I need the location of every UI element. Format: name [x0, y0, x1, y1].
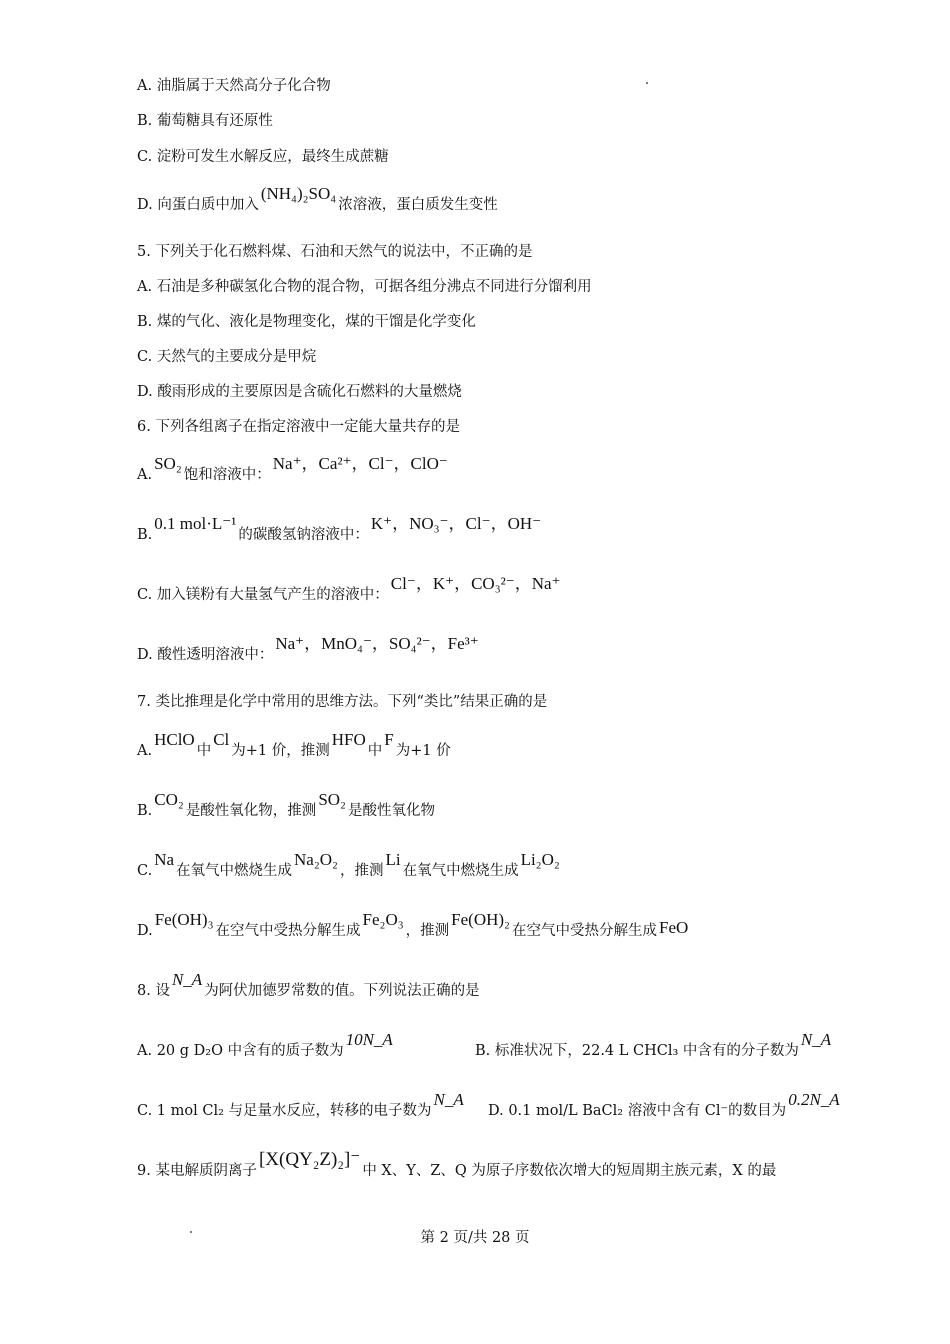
q8-a-text: A. 20 g D₂O 中含有的质子数为 — [137, 1043, 344, 1059]
q7-a-formula-4: F — [384, 730, 394, 749]
q6-stem: 6. 下列各组离子在指定溶液中一定能大量共存的是 — [137, 419, 460, 435]
q7-option-b — [137, 790, 435, 821]
q7-a-text-4: 为+1 价 — [395, 743, 451, 759]
q6-option-c — [137, 574, 563, 605]
q6-d-ions: Na⁺，MnO₄⁻，SO₄²⁻，Fe³⁺ — [275, 634, 479, 653]
q7-a-formula-2: Cl — [213, 730, 230, 749]
q8-stem-formula: N_A — [171, 970, 203, 989]
q8-d-formula: 0.2N_A — [788, 1090, 840, 1109]
q7-d-formula-1: Fe(OH)₃ — [154, 910, 214, 929]
q6-option-d — [137, 634, 481, 665]
q7-option-c — [137, 850, 562, 881]
q5-option-a: A. 石油是多种碳氢化合物的混合物，可据各组分沸点不同进行分馏利用 — [137, 279, 592, 295]
q4-option-b: B. 葡萄糖具有还原性 — [137, 113, 273, 129]
q7-c-label: C. — [137, 863, 153, 879]
q6-c-ions: Cl⁻，K⁺，CO₃²⁻，Na⁺ — [390, 574, 561, 593]
q7-b-formula-1: CO₂ — [154, 790, 184, 809]
q4-d-formula: (NH₄)₂SO₄ — [260, 184, 337, 203]
q8-stem — [137, 970, 480, 1001]
q7-a-label: A. — [137, 743, 153, 759]
q8-d-text: D. 0.1 mol/L BaCl₂ 溶液中含有 Cl⁻的数目为 — [488, 1103, 787, 1119]
q7-b-label: B. — [137, 803, 153, 819]
q9-stem-suffix: 中 X、Y、Z、Q 为原子序数依次增大的短周期主族元素，X 的最 — [362, 1163, 777, 1179]
q7-a-formula-3: HFO — [331, 730, 366, 749]
q5-option-c: C. 天然气的主要成分是甲烷 — [137, 349, 317, 365]
q8-option-c — [137, 1090, 466, 1121]
q8-option-b — [475, 1030, 833, 1061]
q7-a-formula-1: HClO — [154, 730, 195, 749]
q5-stem: 5. 下列关于化石燃料煤、石油和天然气的说法中，不正确的是 — [137, 244, 533, 260]
q7-c-text-1: 在氧气中燃烧生成 — [176, 863, 293, 879]
q6-b-text: 的碳酸氢钠溶液中： — [238, 527, 369, 543]
q7-a-text-1: 中 — [196, 743, 212, 759]
q6-a-text: 饱和溶液中： — [183, 467, 271, 483]
q7-a-text-3: 中 — [367, 743, 383, 759]
q7-d-formula-3: Fe(OH)₂ — [451, 910, 510, 929]
q7-c-text-2: ，推测 — [339, 863, 384, 879]
q9-stem-formula: [X(QY₂Z)₂]⁻ — [258, 1149, 361, 1170]
q7-c-formula-1: Na — [154, 850, 175, 869]
q6-b-formula: 0.1 mol·L⁻¹ — [154, 514, 237, 533]
q6-a-label: A. — [137, 467, 153, 483]
q8-c-text: C. 1 mol Cl₂ 与足量水反应，转移的电子数为 — [137, 1103, 432, 1119]
page-number: 第 2 页/共 28 页 — [420, 1230, 530, 1246]
q7-d-text-3: 在空气中受热分解生成 — [511, 923, 657, 939]
q7-d-formula-2: Fe₂O₃ — [362, 910, 404, 929]
q6-option-a — [137, 454, 450, 485]
q8-b-formula: N_A — [800, 1030, 832, 1049]
q6-a-formula: SO₂ — [154, 454, 182, 473]
q6-d-text: D. 酸性透明溶液中： — [137, 647, 274, 663]
q9-stem — [137, 1149, 777, 1181]
q7-d-label: D. — [137, 923, 153, 939]
scan-speck — [646, 82, 648, 84]
q6-option-b — [137, 514, 543, 545]
q7-d-text-1: 在空气中受热分解生成 — [215, 923, 361, 939]
q6-a-ions: Na⁺，Ca²⁺，Cl⁻，ClO⁻ — [272, 454, 448, 473]
q9-stem-prefix: 9. 某电解质阴离子 — [137, 1163, 257, 1179]
q4-d-prefix: D. 向蛋白质中加入 — [137, 197, 259, 213]
q5-option-d: D. 酸雨形成的主要原因是含硫化石燃料的大量燃烧 — [137, 384, 462, 400]
q7-b-text-2: 是酸性氧化物 — [347, 803, 435, 819]
q7-c-formula-2: Na₂O₂ — [294, 850, 338, 869]
q8-stem-suffix: 为阿伏加德罗常数的值。下列说法正确的是 — [204, 983, 480, 999]
q4-option-a: A. 油脂属于天然高分子化合物 — [137, 78, 331, 94]
q7-c-formula-4: Li₂O₂ — [520, 850, 560, 869]
q7-c-formula-3: Li — [385, 850, 401, 869]
q7-option-a — [137, 730, 451, 761]
q6-b-label: B. — [137, 527, 153, 543]
q4-d-suffix: 浓溶液，蛋白质发生变性 — [338, 197, 498, 213]
q6-b-ions: K⁺，NO₃⁻，Cl⁻，OH⁻ — [370, 514, 542, 533]
q8-b-text: B. 标准状况下，22.4 L CHCl₃ 中含有的分子数为 — [475, 1043, 799, 1059]
q7-b-text-1: 是酸性氧化物，推测 — [185, 803, 317, 819]
q4-option-d — [137, 184, 498, 215]
q7-stem: 7. 类比推理是化学中常用的思维方法。下列“类比”结果正确的是 — [137, 694, 548, 710]
q7-b-formula-2: SO₂ — [318, 790, 346, 809]
q8-a-formula: 10N_A — [345, 1030, 393, 1049]
q7-c-text-3: 在氧气中燃烧生成 — [402, 863, 519, 879]
q8-option-a — [137, 1030, 395, 1061]
q7-d-formula-4: FeO — [658, 918, 689, 937]
q8-c-formula: N_A — [433, 1090, 464, 1109]
q8-stem-prefix: 8. 设 — [137, 983, 170, 999]
q4-option-c: C. 淀粉可发生水解反应，最终生成蔗糖 — [137, 149, 389, 165]
q7-a-text-2: 为+1 价，推测 — [231, 743, 330, 759]
q5-option-b: B. 煤的气化、液化是物理变化，煤的干馏是化学变化 — [137, 314, 476, 330]
q8-option-d — [488, 1090, 842, 1121]
q6-c-text: C. 加入镁粉有大量氢气产生的溶液中： — [137, 587, 389, 603]
q7-d-text-2: ，推测 — [405, 923, 450, 939]
q7-option-d — [137, 910, 690, 941]
